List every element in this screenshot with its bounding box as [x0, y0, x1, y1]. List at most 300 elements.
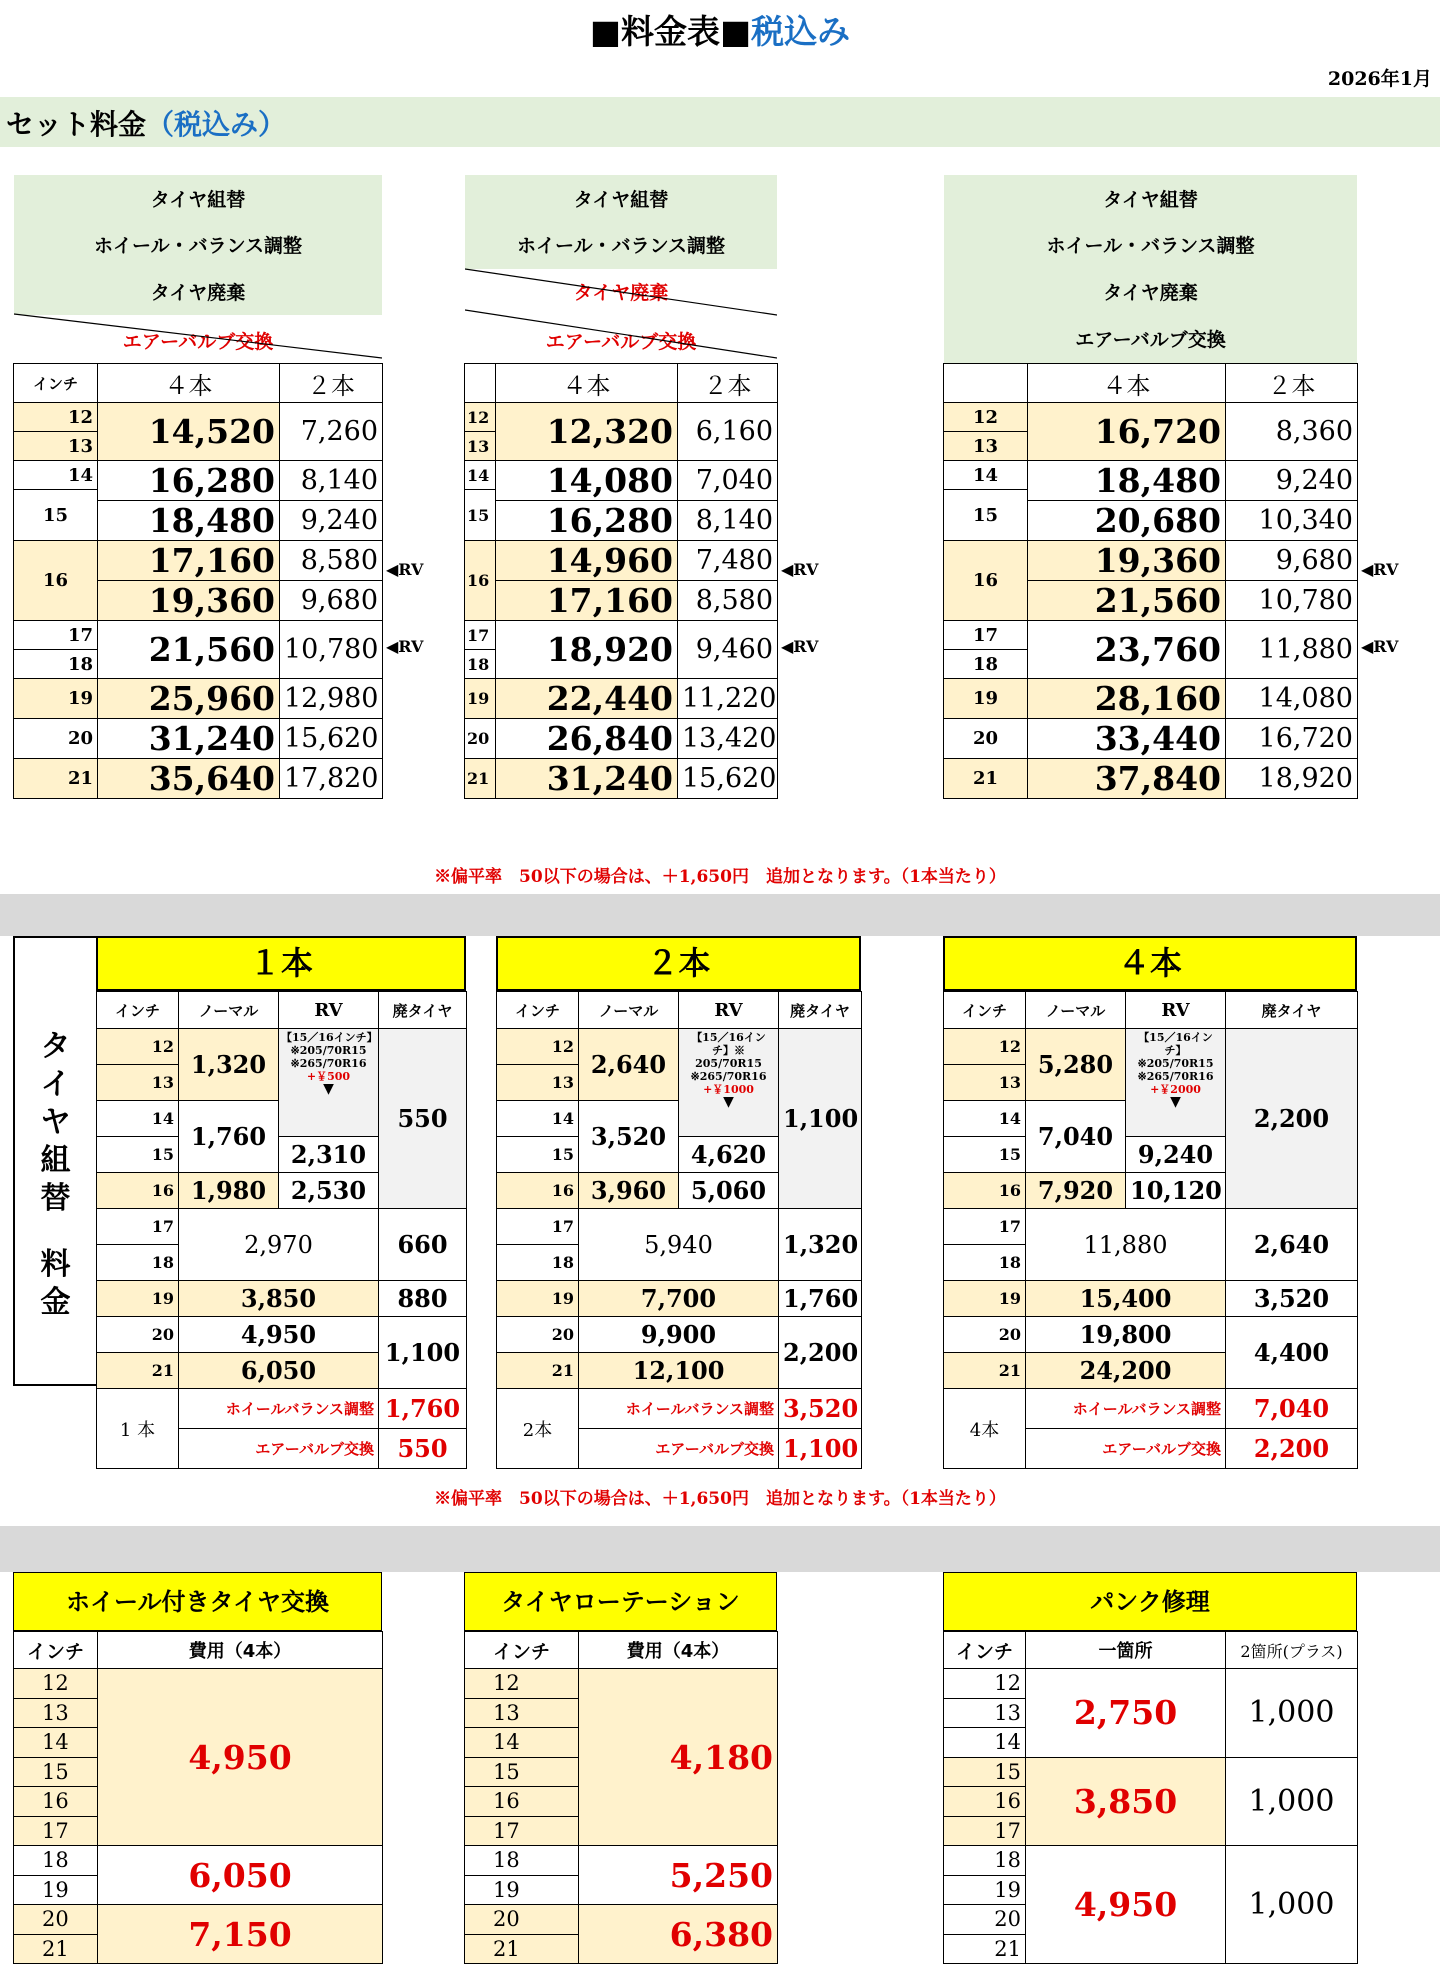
- price-four: 26,840: [496, 719, 678, 759]
- price-four: 19,360: [1028, 541, 1226, 581]
- fee-qty: 1 本: [97, 1389, 179, 1469]
- price-two: 11,880: [1226, 621, 1358, 679]
- price-two: 8,360: [1226, 403, 1358, 461]
- price-four: 14,520: [98, 403, 280, 461]
- cost-value: 6,050: [98, 1846, 383, 1905]
- fee-w2021: 2,200: [779, 1317, 862, 1389]
- mount-fee-table: [496, 991, 862, 1469]
- size-cell: 21: [944, 1934, 1026, 1964]
- price-two: 7,260: [280, 403, 383, 461]
- valve-label: エアーバルブ交換: [579, 1429, 779, 1469]
- col-inch: インチ: [465, 1632, 579, 1669]
- rv-marker: ◀RV: [1361, 560, 1399, 579]
- col-inch: インチ: [14, 1632, 98, 1669]
- rv-marker: ◀RV: [386, 560, 424, 579]
- price-two: 10,780: [280, 621, 383, 679]
- col-normal: ノーマル: [579, 992, 679, 1029]
- size-cell: 19: [465, 1875, 579, 1905]
- size-cell: 18: [14, 650, 98, 679]
- rv-marker: ◀RV: [386, 637, 424, 656]
- fee-w1718: 1,320: [779, 1209, 862, 1281]
- size-cell: 19: [944, 1281, 1026, 1317]
- size-cell: 18: [497, 1245, 579, 1281]
- size-cell: 15: [14, 1757, 98, 1787]
- mount-block-title: １本: [96, 936, 466, 991]
- price-four: 16,280: [98, 461, 280, 501]
- fee-w2021: 4,400: [1226, 1317, 1358, 1389]
- price-four: 31,240: [98, 719, 280, 759]
- fee-n20: 4,950: [179, 1317, 379, 1353]
- size-cell: 20: [944, 1317, 1026, 1353]
- size-cell: 19: [14, 1875, 98, 1905]
- size-cell: 12: [944, 1669, 1026, 1699]
- fee-n21: 24,200: [1026, 1353, 1226, 1389]
- price-two: 7,040: [678, 461, 778, 501]
- col-normal: ノーマル: [179, 992, 279, 1029]
- size-cell: 20: [465, 1905, 579, 1935]
- size-cell: 15: [497, 1137, 579, 1173]
- fee-n1213: 1,320: [179, 1029, 279, 1101]
- svc-mount: タイヤ組替: [573, 189, 669, 211]
- rv-arrow: ▼: [723, 1094, 734, 1110]
- fee-n20: 19,800: [1026, 1317, 1226, 1353]
- size-cell: 14: [97, 1101, 179, 1137]
- wheel-table: [13, 1631, 383, 1964]
- size-cell: 12: [97, 1029, 179, 1065]
- col-inch: インチ: [97, 992, 179, 1029]
- fee-w1216: 550: [379, 1029, 467, 1209]
- size-cell: 16: [14, 1787, 98, 1817]
- col-cost: 費用（4本）: [579, 1632, 778, 1669]
- size-cell: 18: [465, 1846, 579, 1876]
- size-cell: 20: [14, 719, 98, 759]
- rv-note-line: チ】: [1164, 1044, 1187, 1057]
- price-four: 35,640: [98, 759, 280, 799]
- rv-note-line: 【15／16イン: [1138, 1031, 1213, 1044]
- size-cell: 19: [14, 679, 98, 719]
- size-cell: 18: [944, 1846, 1026, 1876]
- set2-price-table: [464, 363, 778, 799]
- rv-marker: ◀RV: [781, 637, 819, 656]
- price-two-rv: 9,240: [280, 501, 383, 541]
- size-cell: 12: [944, 1029, 1026, 1065]
- fee-w19: 880: [379, 1281, 467, 1317]
- set3-service-box: [944, 175, 1357, 363]
- price-two: 11,220: [678, 679, 778, 719]
- price-four: 18,480: [1028, 461, 1226, 501]
- set-price-heading-text: セット料金: [6, 108, 147, 141]
- rv-arrow: ▼: [323, 1081, 334, 1097]
- label-char: [15, 1218, 96, 1246]
- fee-valve: 2,200: [1226, 1429, 1358, 1469]
- fee-n16: 7,920: [1026, 1173, 1126, 1209]
- col-waste: 廃タイヤ: [379, 992, 467, 1029]
- col-inch: インチ: [944, 992, 1026, 1029]
- size-cell: 12: [465, 403, 496, 432]
- price-two: 15,620: [280, 719, 383, 759]
- price-two: 18,920: [1226, 759, 1358, 799]
- mount-fee-vertical-label: [15, 1028, 96, 1322]
- size-cell: 18: [944, 650, 1028, 679]
- size-cell: 14: [465, 1728, 579, 1758]
- size-cell: 17: [944, 1209, 1026, 1245]
- price-four: 33,440: [1028, 719, 1226, 759]
- price-two: 8,140: [280, 461, 383, 501]
- fee-n19: 7,700: [579, 1281, 779, 1317]
- col-two: ２本: [678, 364, 778, 403]
- price-four: 16,720: [1028, 403, 1226, 461]
- label-char: タ: [40, 1029, 71, 1064]
- puncture-table: [943, 1631, 1358, 1964]
- price-two-rv: 8,140: [678, 501, 778, 541]
- label-char: イ: [40, 1067, 71, 1102]
- set-price-section-bar: [0, 97, 1440, 147]
- price-four-rv: 17,160: [496, 581, 678, 621]
- size-cell: 14: [497, 1101, 579, 1137]
- cost-value: 3,850: [1026, 1757, 1226, 1846]
- col-two: ２本: [280, 364, 383, 403]
- svc-mount: タイヤ組替: [1103, 189, 1198, 211]
- size-cell: 13: [944, 432, 1028, 461]
- price-four-rv: 19,360: [98, 581, 280, 621]
- rotation-title: タイヤローテーション: [464, 1572, 777, 1631]
- size-cell: 12: [497, 1029, 579, 1065]
- price-two-rv: 10,340: [1226, 501, 1358, 541]
- size-cell: 16: [465, 541, 496, 621]
- cost-value: 4,180: [579, 1669, 778, 1846]
- col-four: ４本: [1028, 364, 1226, 403]
- price-four-rv: 21,560: [1028, 581, 1226, 621]
- size-cell: 16: [944, 1787, 1026, 1817]
- fee-qty: 4本: [944, 1389, 1026, 1469]
- set1-price-table: [13, 363, 383, 799]
- title-main: ■料金表■: [589, 12, 752, 51]
- size-cell: 14: [944, 1101, 1026, 1137]
- col-inch-empty: [944, 364, 1028, 403]
- size-cell: 15: [944, 1757, 1026, 1787]
- rv-extra: +￥2000: [1150, 1083, 1201, 1096]
- fee-qty: 2本: [497, 1389, 579, 1469]
- size-cell: 16: [944, 1173, 1026, 1209]
- size-cell: 14: [465, 461, 496, 490]
- fee-w1216: 1,100: [779, 1029, 862, 1209]
- fee-n1718: 5,940: [579, 1209, 779, 1281]
- fee-n1718: 2,970: [179, 1209, 379, 1281]
- size-cell: 15: [97, 1137, 179, 1173]
- size-cell: 13: [465, 432, 496, 461]
- size-cell: 13: [944, 1698, 1026, 1728]
- col-two-spots: 2箇所(プラス): [1226, 1632, 1358, 1669]
- size-cell: 18: [14, 1846, 98, 1876]
- price-four: 14,960: [496, 541, 678, 581]
- price-four: 28,160: [1028, 679, 1226, 719]
- cost-value: 2,750: [1026, 1669, 1226, 1758]
- fee-n1213: 2,640: [579, 1029, 679, 1101]
- fee-w1718: 2,640: [1226, 1209, 1358, 1281]
- rv-note-line: 【15／16イン: [691, 1031, 766, 1044]
- col-normal: ノーマル: [1026, 992, 1126, 1029]
- price-two: 14,080: [1226, 679, 1358, 719]
- rotation-table: [464, 1631, 778, 1964]
- size-cell: 18: [944, 1245, 1026, 1281]
- fee-n16: 3,960: [579, 1173, 679, 1209]
- size-cell: 12: [465, 1669, 579, 1699]
- wheel-title: ホイール付きタイヤ交換: [13, 1572, 382, 1631]
- valve-label: エアーバルブ交換: [1026, 1429, 1226, 1469]
- price-two: 9,240: [1226, 461, 1358, 501]
- plus-value: 1,000: [1226, 1669, 1358, 1758]
- size-cell: 19: [97, 1281, 179, 1317]
- size-cell: 19: [465, 679, 496, 719]
- cost-value: 5,250: [579, 1846, 778, 1905]
- size-cell: 13: [497, 1065, 579, 1101]
- rv-note-line: ※205/70R15: [1137, 1057, 1214, 1070]
- price-four: 23,760: [1028, 621, 1226, 679]
- fee-n1415: 1,760: [179, 1101, 279, 1173]
- fee-n19: 3,850: [179, 1281, 379, 1317]
- price-four: 22,440: [496, 679, 678, 719]
- col-cost: 費用（4本）: [98, 1632, 383, 1669]
- rv-marker: ◀RV: [781, 560, 819, 579]
- price-two: 13,420: [678, 719, 778, 759]
- col-rv: RV: [279, 992, 379, 1029]
- balance-label: ホイールバランス調整: [179, 1389, 379, 1429]
- set-price-heading: [6, 103, 286, 143]
- fee-n19: 15,400: [1026, 1281, 1226, 1317]
- price-four-rv: 16,280: [496, 501, 678, 541]
- price-four: 17,160: [98, 541, 280, 581]
- fee-n21: 12,100: [579, 1353, 779, 1389]
- col-rv: RV: [1126, 992, 1226, 1029]
- fee-rv16: 10,120: [1126, 1173, 1226, 1209]
- col-rv: RV: [679, 992, 779, 1029]
- size-cell: 15: [465, 490, 496, 541]
- label-char: ヤ: [40, 1105, 71, 1140]
- plus-value: 1,000: [1226, 1757, 1358, 1846]
- fee-balance: 3,520: [779, 1389, 862, 1429]
- svc-mount: タイヤ組替: [150, 189, 246, 211]
- set3-price-table: [943, 363, 1358, 799]
- rv-note-line: 【15／16インチ】: [281, 1031, 378, 1044]
- size-cell: 17: [944, 621, 1028, 650]
- size-cell: 14: [14, 1728, 98, 1758]
- section-divider: [0, 894, 1440, 936]
- col-two: ２本: [1226, 364, 1358, 403]
- fee-rv15: 4,620: [679, 1137, 779, 1173]
- fee-rv16: 2,530: [279, 1173, 379, 1209]
- set1-strike-line: [14, 310, 382, 360]
- size-cell: 21: [944, 759, 1028, 799]
- price-two: 12,980: [280, 679, 383, 719]
- fee-n20: 9,900: [579, 1317, 779, 1353]
- balance-label: ホイールバランス調整: [1026, 1389, 1226, 1429]
- svc-valve-excluded: エアーバルブ交換: [122, 331, 274, 353]
- svc-balance: ホイール・バランス調整: [516, 235, 726, 257]
- label-char: 組: [40, 1143, 71, 1178]
- col-inch: インチ: [944, 1632, 1026, 1669]
- size-cell: 14: [14, 461, 98, 490]
- svc-valve: エアーバルブ交換: [1075, 329, 1226, 351]
- price-two-rv: 8,580: [678, 581, 778, 621]
- size-cell: 17: [465, 1816, 579, 1846]
- balance-label: ホイールバランス調整: [579, 1389, 779, 1429]
- size-cell: 17: [14, 1816, 98, 1846]
- fee-rv15: 2,310: [279, 1137, 379, 1173]
- col-four: ４本: [496, 364, 678, 403]
- rv-note: [279, 1029, 379, 1137]
- mount-fee-note: ※偏平率 50以下の場合は、＋1,650円 追加となります。（1本当たり）: [434, 1489, 1006, 1509]
- price-four: 37,840: [1028, 759, 1226, 799]
- fee-n1718: 11,880: [1026, 1209, 1226, 1281]
- price-four: 12,320: [496, 403, 678, 461]
- plus-value: 1,000: [1226, 1846, 1358, 1964]
- size-cell: 20: [944, 1905, 1026, 1935]
- rv-note-line: チ】※: [712, 1044, 745, 1057]
- price-two: 7,480: [678, 541, 778, 581]
- size-cell: 16: [944, 541, 1028, 621]
- cost-value: 4,950: [1026, 1846, 1226, 1964]
- size-cell: 13: [14, 1698, 98, 1728]
- col-waste: 廃タイヤ: [779, 992, 862, 1029]
- rv-note-line: ※265/70R16: [1137, 1070, 1214, 1083]
- price-two: 6,160: [678, 403, 778, 461]
- date-label: 2026年1月: [1327, 68, 1432, 90]
- label-char: 料: [40, 1247, 71, 1282]
- puncture-title: パンク修理: [943, 1572, 1357, 1631]
- size-cell: 12: [14, 1669, 98, 1699]
- size-cell: 21: [14, 1934, 98, 1964]
- valve-label: エアーバルブ交換: [179, 1429, 379, 1469]
- size-cell: 19: [944, 1875, 1026, 1905]
- size-cell: 20: [944, 719, 1028, 759]
- size-cell: 13: [944, 1065, 1026, 1101]
- size-cell: 17: [14, 621, 98, 650]
- size-cell: 14: [944, 1728, 1026, 1758]
- rv-note: [1126, 1029, 1226, 1137]
- size-cell: 12: [944, 403, 1028, 432]
- set1-service-box: [14, 175, 382, 315]
- col-waste: 廃タイヤ: [1226, 992, 1358, 1029]
- size-cell: 18: [97, 1245, 179, 1281]
- size-cell: 15: [944, 490, 1028, 541]
- cost-value: 4,950: [98, 1669, 383, 1846]
- mount-block-title: ４本: [943, 936, 1357, 991]
- size-cell: 15: [465, 1757, 579, 1787]
- rv-note: [679, 1029, 779, 1137]
- size-cell: 21: [97, 1353, 179, 1389]
- col-four: ４本: [98, 364, 280, 403]
- size-cell: 19: [944, 679, 1028, 719]
- size-cell: 12: [14, 403, 98, 432]
- cost-value: 6,380: [579, 1905, 778, 1964]
- price-four: 21,560: [98, 621, 280, 679]
- rv-note-line: ※205/70R15: [290, 1044, 367, 1057]
- size-cell: 18: [465, 650, 496, 679]
- col-inch: インチ: [497, 992, 579, 1029]
- fee-w19: 3,520: [1226, 1281, 1358, 1317]
- size-cell: 13: [14, 432, 98, 461]
- price-two: 15,620: [678, 759, 778, 799]
- set-price-note: ※偏平率 50以下の場合は、＋1,650円 追加となります。（1本当たり）: [434, 867, 1006, 887]
- size-cell: 20: [465, 719, 496, 759]
- svc-balance: ホイール・バランス調整: [93, 235, 303, 257]
- size-cell: 13: [465, 1698, 579, 1728]
- rv-arrow: ▼: [1170, 1094, 1181, 1110]
- mount-fee-label-box: [13, 936, 96, 1386]
- fee-n1415: 3,520: [579, 1101, 679, 1173]
- price-two-rv: 10,780: [1226, 581, 1358, 621]
- col-inch-empty: [465, 364, 496, 403]
- fee-n1213: 5,280: [1026, 1029, 1126, 1101]
- fee-balance: 1,760: [379, 1389, 467, 1429]
- price-two: 17,820: [280, 759, 383, 799]
- size-cell: 16: [497, 1173, 579, 1209]
- label-char: 金: [40, 1285, 71, 1320]
- size-cell: 15: [944, 1137, 1026, 1173]
- col-inch: インチ: [14, 364, 98, 403]
- price-two: 9,460: [678, 621, 778, 679]
- size-cell: 16: [14, 541, 98, 621]
- price-four-rv: 20,680: [1028, 501, 1226, 541]
- size-cell: 17: [497, 1209, 579, 1245]
- svc-disposal: タイヤ廃棄: [150, 282, 246, 304]
- rv-note-line: 205/70R15: [695, 1057, 762, 1070]
- price-four: 18,920: [496, 621, 678, 679]
- price-two-rv: 9,680: [280, 581, 383, 621]
- set2-strike-lines: [465, 265, 777, 360]
- page-title: [0, 6, 1440, 53]
- rv-extra: +￥1000: [703, 1083, 754, 1096]
- col-one-spot: 一箇所: [1026, 1632, 1226, 1669]
- size-cell: 16: [465, 1787, 579, 1817]
- size-cell: 17: [944, 1816, 1026, 1846]
- size-cell: 20: [14, 1905, 98, 1935]
- price-four-rv: 18,480: [98, 501, 280, 541]
- set-price-heading-tax: （税込み）: [146, 108, 287, 141]
- fee-w1718: 660: [379, 1209, 467, 1281]
- fee-rv16: 5,060: [679, 1173, 779, 1209]
- mount-fee-table: [943, 991, 1358, 1469]
- fee-n1415: 7,040: [1026, 1101, 1126, 1173]
- fee-w1216: 2,200: [1226, 1029, 1358, 1209]
- cost-value: 7,150: [98, 1905, 383, 1964]
- fee-n21: 6,050: [179, 1353, 379, 1389]
- svc-disposal-excluded: タイヤ廃棄: [573, 282, 669, 304]
- fee-w2021: 1,100: [379, 1317, 467, 1389]
- title-tax: 税込み: [751, 12, 851, 51]
- fee-rv15: 9,240: [1126, 1137, 1226, 1173]
- price-four: 14,080: [496, 461, 678, 501]
- size-cell: 15: [14, 490, 98, 541]
- price-four: 31,240: [496, 759, 678, 799]
- price-two: 16,720: [1226, 719, 1358, 759]
- size-cell: 17: [465, 621, 496, 650]
- fee-valve: 550: [379, 1429, 467, 1469]
- size-cell: 21: [944, 1353, 1026, 1389]
- size-cell: 17: [97, 1209, 179, 1245]
- svc-disposal: タイヤ廃棄: [1103, 282, 1198, 304]
- size-cell: 21: [14, 759, 98, 799]
- fee-balance: 7,040: [1226, 1389, 1358, 1429]
- size-cell: 21: [497, 1353, 579, 1389]
- size-cell: 13: [97, 1065, 179, 1101]
- section-divider: [0, 1526, 1440, 1572]
- svc-valve-excluded: エアーバルブ交換: [545, 331, 697, 353]
- size-cell: 20: [497, 1317, 579, 1353]
- size-cell: 16: [97, 1173, 179, 1209]
- rv-extra: +￥500: [306, 1070, 351, 1083]
- fee-w19: 1,760: [779, 1281, 862, 1317]
